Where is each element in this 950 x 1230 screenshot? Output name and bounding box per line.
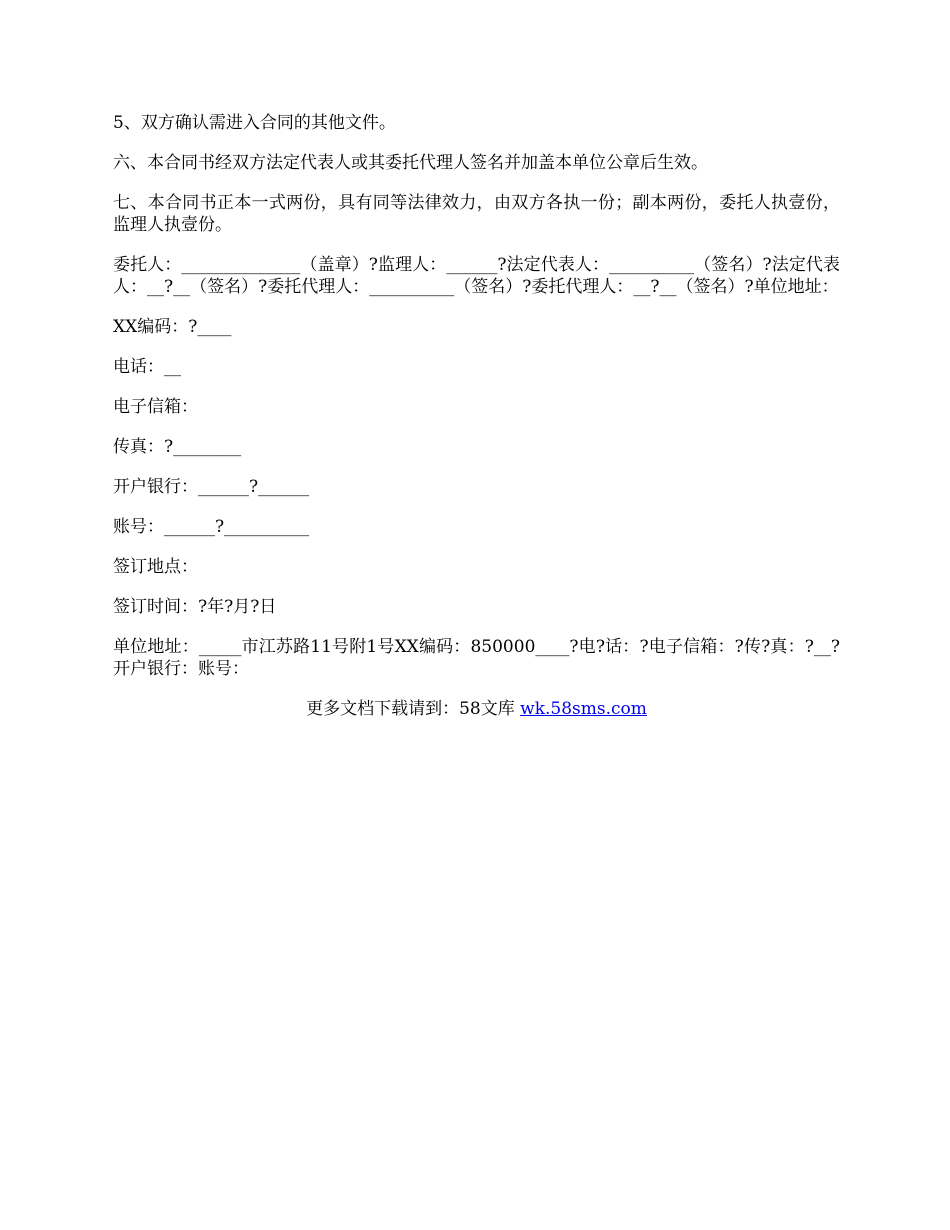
phone-line: 电话：__ — [113, 357, 181, 377]
clause-5-other-documents: 5、双方确认需进入合同的其他文件。 — [113, 113, 396, 133]
clause-7-copies: 七、本合同书正本一式两份，具有同等法律效力，由双方各执一份；副本两份，委托人执壹份，监理人执壹份。 — [113, 193, 840, 235]
signing-time-line: 签订时间：?年?月?日 — [113, 597, 277, 617]
signature-block: 委托人：______________（盖章）?监理人：______?法定代表人：__________（签名）?法定代表人：__?__（签名）?委托代理人：__________（签名）?委托代理人：__?__（签名）?单位地址： — [113, 255, 840, 297]
download-footer — [113, 698, 840, 720]
clause-6-effectiveness: 六、本合同书经双方法定代表人或其委托代理人签名并加盖本单位公章后生效。 — [113, 153, 708, 173]
unit-address-line: 单位地址：_____市江苏路11号附1号XX编码：850000____?电?话：?电子信箱：?传?真：?__?开户银行：账号： — [113, 637, 840, 679]
postal-code-line: XX编码：?____ — [113, 317, 232, 337]
email-line: 电子信箱： — [113, 397, 198, 417]
footer-text: 更多文档下载请到：58文库 — [306, 699, 521, 719]
signing-place-line: 签订地点： — [113, 557, 198, 577]
footer-link[interactable]: wk.58sms.com — [520, 699, 647, 719]
account-line: 账号：______?__________ — [113, 517, 310, 537]
bank-line: 开户银行：______?______ — [113, 477, 310, 497]
document-body — [113, 112, 840, 720]
fax-line: 传真：?________ — [113, 437, 242, 457]
